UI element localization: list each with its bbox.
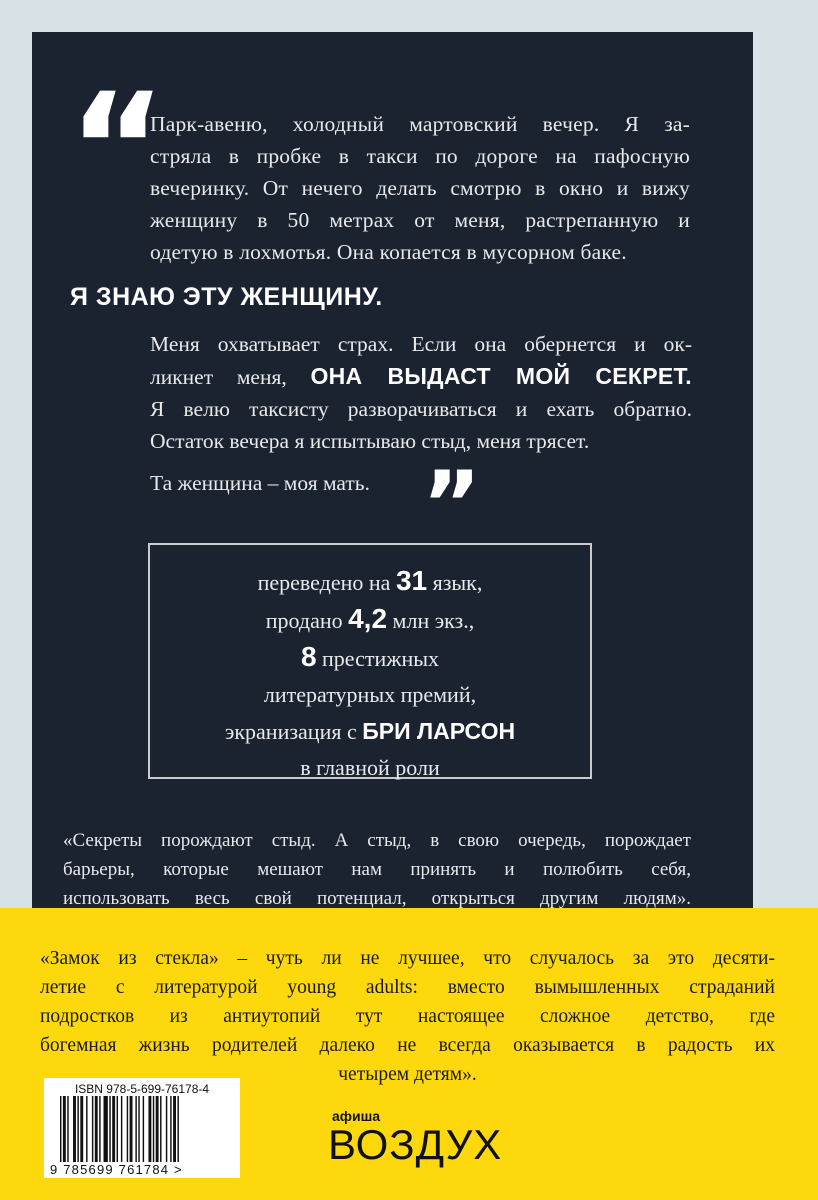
author-quote-line: использовать весь свой потенциал, открыться другим людям». xyxy=(63,888,691,909)
isbn-label: ISBN 978-5-699-76178-4 xyxy=(74,1082,210,1096)
stats-text-part: язык, xyxy=(427,570,483,595)
para-line: Остаток вечера я испытываю стыд, меня трясет. xyxy=(150,429,590,453)
barcode xyxy=(44,1078,240,1178)
stats-line xyxy=(150,713,590,750)
barcode-bar xyxy=(117,1096,118,1162)
barcode-digits: 9 785699 761784 > xyxy=(50,1162,183,1177)
review-line: богемная жизнь родителей далеко не всегда оказывается в радость их xyxy=(40,1035,775,1056)
barcode-bar xyxy=(127,1096,128,1162)
barcode-bar xyxy=(99,1096,100,1162)
barcode-bar xyxy=(109,1096,110,1162)
intro-line: женщину в 50 метрах от меня, растрепанную и xyxy=(150,208,690,232)
barcode-bar xyxy=(73,1096,76,1162)
barcode-bar xyxy=(77,1096,78,1162)
barcode-bar xyxy=(156,1096,159,1162)
open-quote-mark: “ xyxy=(68,62,167,236)
barcode-bar xyxy=(92,1096,93,1162)
barcode-bar xyxy=(121,1096,122,1162)
stats-text-part: продано xyxy=(265,608,349,633)
barcode-bar xyxy=(177,1096,178,1162)
review-quote xyxy=(40,944,775,1089)
stats-line xyxy=(150,563,590,601)
languages-count: 31 xyxy=(395,565,428,596)
intro-line: вечеринку. От нечего делать смотрю в окно и вижу xyxy=(150,176,690,200)
stats-line: литературных премий, xyxy=(263,682,477,707)
barcode-bars xyxy=(50,1096,234,1162)
actress-name: БРИ ЛАРСОН xyxy=(362,718,516,744)
barcode-bar xyxy=(160,1096,161,1162)
second-paragraph xyxy=(150,328,692,457)
secret-emphasis: ОНА ВЫДАСТ МОЙ СЕКРЕТ. xyxy=(310,363,692,389)
barcode-bar xyxy=(63,1096,66,1162)
author-quote-line: «Секреты порождают стыд. А стыд, в свою очередь, порождает xyxy=(63,830,691,851)
author-quote-line: барьеры, которые мешают нам принять и полюбить себя, xyxy=(63,859,691,880)
author-quote xyxy=(63,826,691,913)
stats-text-part: переведено на xyxy=(257,570,396,595)
barcode-bar xyxy=(173,1096,176,1162)
publisher-logo-small: афиша xyxy=(332,1108,381,1124)
review-line: четырем детям». xyxy=(338,1064,477,1085)
review-line: летие с литературой young adults: вместо вымышленных страданий xyxy=(40,977,775,998)
copies-count: 4,2 xyxy=(348,603,388,634)
barcode-bar xyxy=(170,1096,171,1162)
publisher-logo: ВОЗДУХ xyxy=(328,1121,503,1168)
para-line: Я велю таксисту разворачиваться и ехать обратно. xyxy=(150,397,692,421)
barcode-bar xyxy=(80,1096,83,1162)
stats-line xyxy=(150,601,590,639)
para-line: Меня охватывает страх. Если она обернется и ок- xyxy=(150,332,692,356)
stats-text-part: престижных xyxy=(316,646,440,671)
barcode-bar xyxy=(86,1096,87,1162)
barcode-bar xyxy=(138,1096,139,1162)
headline: Я ЗНАЮ ЭТУ ЖЕНЩИНУ. xyxy=(70,283,383,311)
stats-text xyxy=(150,563,590,786)
barcode-bar xyxy=(95,1096,98,1162)
intro-line: Парк-авеню, холодный мартовский вечер. Я за- xyxy=(150,112,690,136)
awards-count: 8 xyxy=(300,641,317,672)
stats-text-part: млн экз., xyxy=(387,608,475,633)
final-line: Та женщина – моя мать. xyxy=(150,471,370,495)
stats-box xyxy=(148,543,592,779)
close-quote-mark: ” xyxy=(422,452,482,557)
barcode-bar xyxy=(67,1096,68,1162)
review-line: «Замок из стекла» – чуть ли не лучшее, что случалось за это десяти- xyxy=(40,948,775,969)
stats-line xyxy=(150,639,590,677)
intro-line: одетую в лохмотья. Она копается в мусорном баке. xyxy=(150,240,627,264)
review-line: подростков из антиутопий тут настоящее сложное детство, где xyxy=(40,1006,775,1027)
barcode-bar xyxy=(153,1096,154,1162)
barcode-bar xyxy=(130,1096,133,1162)
para-line-text: ликнет меня, xyxy=(150,365,287,389)
barcode-bar xyxy=(166,1096,167,1162)
barcode-bar xyxy=(104,1096,108,1162)
intro-line: стряла в пробке в такси по дороге на пафосную xyxy=(150,144,690,168)
barcode-bar xyxy=(143,1096,144,1162)
stats-text-part: экранизация с xyxy=(224,719,363,744)
intro-paragraph xyxy=(150,108,690,268)
barcode-bar xyxy=(148,1096,151,1162)
barcode-bar xyxy=(60,1096,61,1162)
barcode-bar xyxy=(112,1096,115,1162)
para-line-with-emphasis xyxy=(150,360,692,393)
stats-line: в главной роли xyxy=(300,755,440,780)
barcode-bar xyxy=(135,1096,136,1162)
